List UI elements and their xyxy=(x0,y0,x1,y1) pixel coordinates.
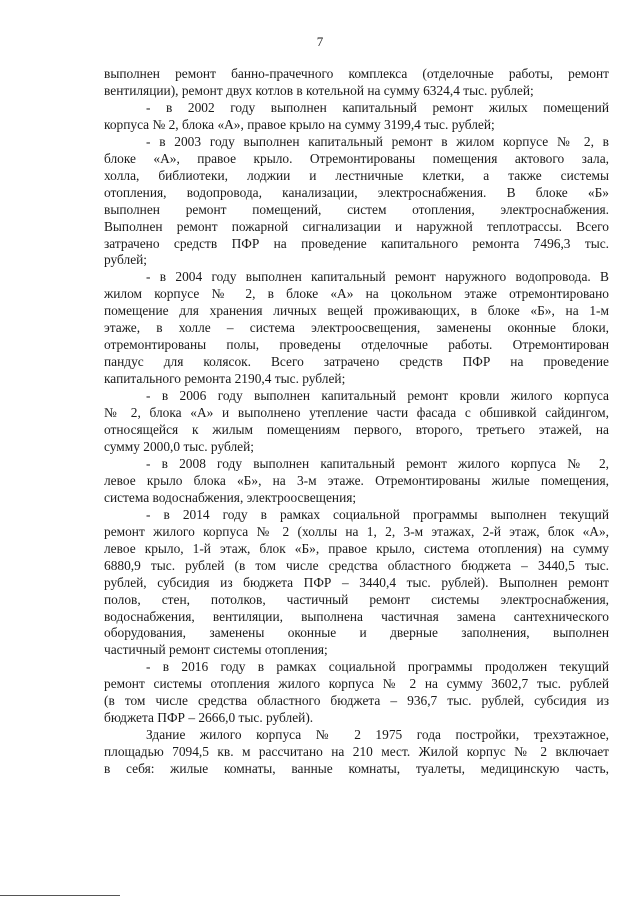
footer-rule xyxy=(0,895,120,896)
paragraph xyxy=(104,727,609,778)
text-line: № 2, блока «А» и выполнено утепление части фасада с обшивкой сайдингом, xyxy=(104,405,609,421)
text-line: рублей, субсидия из бюджета ПФР – 3440,4 тыс. рублей). Выполнен ремонт xyxy=(104,574,609,590)
document-body xyxy=(104,66,609,778)
text-line: вентиляции), ремонт двух котлов в котельной на сумму 6324,4 тыс. рублей; xyxy=(104,82,534,98)
text-line: частичный ремонт системы отопления; xyxy=(104,642,328,658)
text-line: жилом корпусе № 2, в блоке «А» на цокольном этаже отремонтировано xyxy=(104,286,609,302)
text-line: левое крыло, 1-й этаж, блок «Б», правое крыло, система отопления) на сумму xyxy=(104,540,609,556)
text-line: этаже, в холле – система электроосвещения, заменены оконные блоки, xyxy=(104,320,609,336)
text-line: корпуса № 2, блока «А», правое крыло на сумму 3199,4 тыс. рублей; xyxy=(104,116,495,132)
text-line: - в 2008 году выполнен капитальный ремонт жилого корпуса № 2, xyxy=(146,455,609,471)
page-number: 7 xyxy=(316,34,324,49)
text-line: рублей; xyxy=(104,252,148,268)
paragraph xyxy=(104,659,609,727)
paragraph xyxy=(104,134,609,270)
paragraph xyxy=(104,507,609,660)
text-line: - в 2003 году выполнен капитальный ремонт в жилом корпусе № 2, в xyxy=(146,133,609,149)
text-line: полов, стен, потолков, частичный ремонт системы электроснабжения, xyxy=(104,591,609,607)
text-line: ремонт жилого корпуса № 2 (холлы на 1, 2, 3-м этажах, 2-й этаж, блок «А», xyxy=(104,523,609,539)
text-line: капитального ремонта 2190,4 тыс. рублей; xyxy=(104,371,346,387)
paragraph xyxy=(104,66,609,100)
text-line: - в 2014 году в рамках социальной программы выполнен текущий xyxy=(146,506,609,522)
text-line: отопления, водопровода, канализации, электроснабжения. В блоке «Б» xyxy=(104,184,609,200)
text-line: затрачено средств ПФР на проведение капитального ремонта 7496,3 тыс. xyxy=(104,235,609,251)
text-line: водоснабжения, вентиляции, выполнена частичная замена сантехнического xyxy=(104,608,609,624)
text-line: помещение для хранения личных вещей проживающих, в блоке «Б», на 1-м xyxy=(104,303,609,319)
text-line: пандус для колясок. Всего затрачено средств ПФР на проведение xyxy=(104,354,609,370)
paragraph xyxy=(104,456,609,507)
paragraph xyxy=(104,388,609,456)
text-line: ремонт системы отопления жилого корпуса № 2 на сумму 3602,7 тыс. рублей xyxy=(104,676,609,692)
text-line: бюджета ПФР – 2666,0 тыс. рублей). xyxy=(104,710,314,726)
text-line: отремонтированы полы, проведены отделочные работы. Отремонтирован xyxy=(104,337,609,353)
text-line: система водоснабжения, электроосвещения; xyxy=(104,489,357,505)
paragraph xyxy=(104,100,609,134)
text-line: Здание жилого корпуса № 2 1975 года постройки, трехэтажное, xyxy=(146,727,609,743)
text-line: оборудования, заменены оконные и дверные заполнения, выполнен xyxy=(104,625,609,641)
text-line: (в том числе средства областного бюджета – 936,7 тыс. рублей, субсидия из xyxy=(104,693,609,709)
text-line: холла, библиотеки, лоджии и лестничные клетки, а также системы xyxy=(104,167,609,183)
text-line: 6880,9 тыс. рублей (в том числе средства областного бюджета – 3440,5 тыс. xyxy=(104,557,609,573)
paragraph xyxy=(104,269,609,388)
text-line: площадью 7094,5 кв. м рассчитано на 210 мест. Жилой корпус № 2 включает xyxy=(104,744,609,760)
text-line: - в 2016 году в рамках социальной программы продолжен текущий xyxy=(146,659,609,675)
text-line: левое крыло блока «Б», на 3-м этаже. Отремонтированы жилые помещения, xyxy=(104,472,609,488)
text-line: блоке «А», правое крыло. Отремонтированы помещения актового зала, xyxy=(104,150,609,166)
text-line: в себя: жилые комнаты, ванные комнаты, туалеты, медицинскую часть, xyxy=(104,761,609,777)
text-line: выполнен ремонт банно-прачечного комплекса (отделочные работы, ремонт xyxy=(104,66,609,81)
text-line: выполнен ремонт помещений, систем отопления, электроснабжения. xyxy=(104,201,609,217)
text-line: - в 2004 году выполнен капитальный ремонт наружного водопровода. В xyxy=(146,269,609,285)
text-line: - в 2006 году выполнен капитальный ремонт кровли жилого корпуса xyxy=(146,388,609,404)
text-line: Выполнен ремонт пожарной сигнализации и наружной теплотрассы. Всего xyxy=(104,218,609,234)
text-line: относящейся к жилым помещениям первого, второго, третьего этажей, на xyxy=(104,422,609,438)
text-line: - в 2002 году выполнен капитальный ремонт жилых помещений xyxy=(146,99,609,115)
text-line: сумму 2000,0 тыс. рублей; xyxy=(104,438,254,454)
